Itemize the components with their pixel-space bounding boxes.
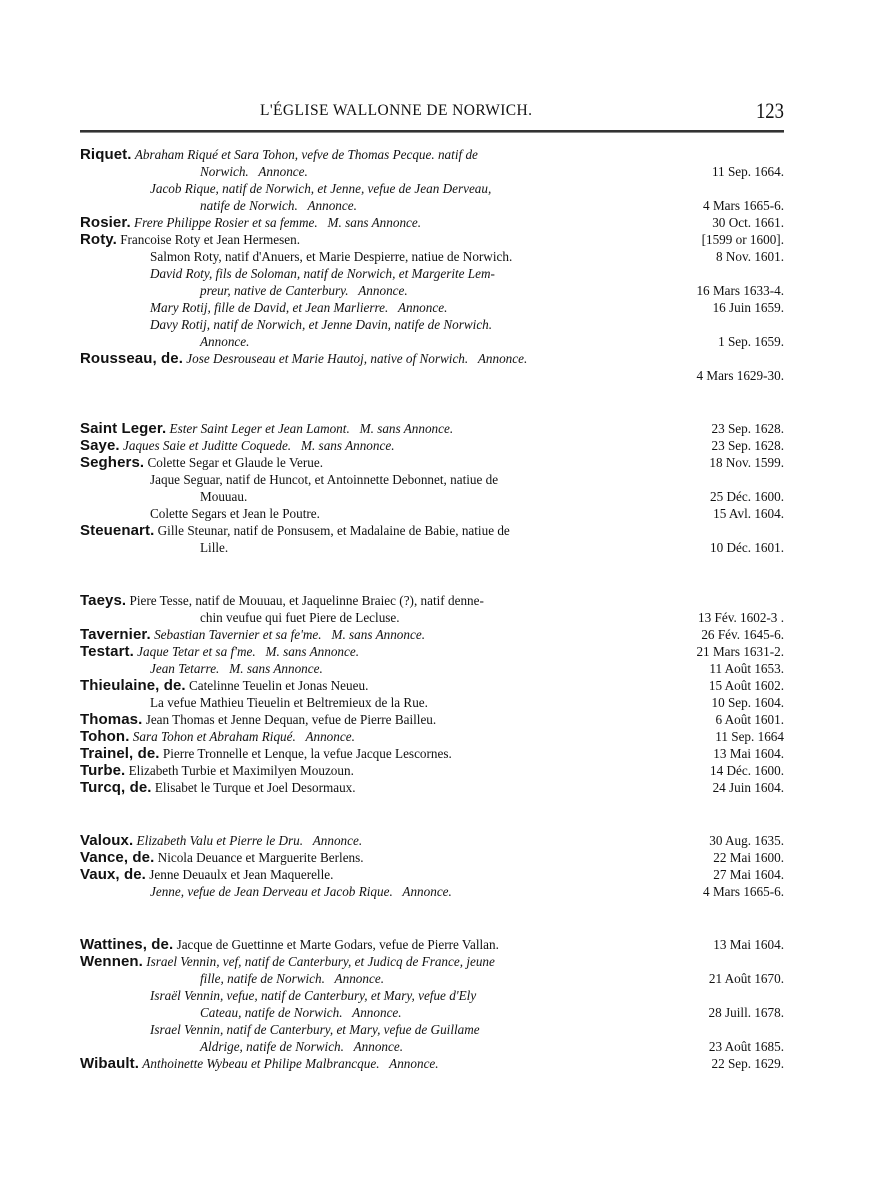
entry-date: 4 Mars 1665-6. — [703, 198, 784, 213]
entry-line — [80, 488, 784, 505]
entry-line — [80, 677, 784, 694]
surname-heading: Turbe. — [80, 762, 126, 779]
surname-heading: Tavernier. — [80, 626, 151, 643]
entry-date: 15 Août 1602. — [708, 678, 784, 693]
entry-line — [80, 987, 784, 1004]
entry-text: Sara Tohon et Abraham Riqué. Annonce. — [132, 729, 355, 744]
register-entry — [80, 592, 784, 626]
entry-date: 21 Août 1670. — [708, 971, 784, 986]
entry-line — [80, 454, 784, 471]
entry-date: 22 Mai 1600. — [713, 850, 784, 865]
entry-line — [80, 643, 784, 660]
entry-text: La vefue Mathieu Tieuelin et Beltremieux de la Rue. — [150, 695, 428, 710]
letter-group — [80, 146, 784, 384]
entry-text: Jacque de Guettinne et Marte Godars, vefue de Pierre Vallan. — [176, 937, 499, 952]
surname-heading: Turcq, de. — [80, 779, 152, 796]
entry-line — [80, 728, 784, 745]
surname-heading: Seghers. — [80, 454, 145, 471]
entry-date: 11 Août 1653. — [709, 661, 784, 676]
entry-date: 11 Sep. 1664 — [715, 729, 784, 744]
entry-text: Norwich. Annonce. — [200, 164, 308, 179]
letter-group — [80, 420, 784, 556]
entry-line — [80, 1004, 784, 1021]
register-entry — [80, 677, 784, 711]
surname-heading: Wennen. — [80, 953, 143, 970]
entry-text: Gille Steunar, natif de Ponsusem, et Madalaine de Babie, natiue de — [157, 523, 510, 538]
entry-text: Elizabeth Valu et Pierre le Dru. Annonce. — [136, 833, 363, 848]
surname-heading: Riquet. — [80, 146, 132, 163]
surname-heading: Vance, de. — [80, 849, 155, 866]
entry-line — [80, 660, 784, 677]
entry-line — [80, 779, 784, 796]
entry-line — [80, 522, 784, 539]
entry-date: 28 Juill. 1678. — [708, 1005, 784, 1020]
surname-heading: Vaux, de. — [80, 866, 146, 883]
entry-line — [80, 1038, 784, 1055]
entry-text: Cateau, natife de Norwich. Annonce. — [200, 1005, 402, 1020]
register-entry — [80, 1055, 784, 1072]
register-entry — [80, 711, 784, 728]
entry-date: 6 Août 1601. — [715, 712, 784, 727]
entry-date: 1 Sep. 1659. — [718, 334, 784, 349]
entry-text: Anthoinette Wybeau et Philipe Malbrancque. Annonce. — [142, 1056, 439, 1071]
entry-date: 13 Mai 1604. — [713, 746, 784, 761]
surname-heading: Testart. — [80, 643, 134, 660]
entry-line — [80, 420, 784, 437]
entry-line — [80, 832, 784, 849]
register-entries — [80, 146, 784, 1108]
entry-line — [80, 471, 784, 488]
entry-text: Jaque Seguar, natif de Huncot, et Antoinnette Debonnet, natiue de — [150, 472, 499, 487]
entry-text: Jenne Deuaulx et Jean Maquerelle. — [149, 867, 334, 882]
surname-heading: Thomas. — [80, 711, 143, 728]
entry-line — [80, 367, 784, 384]
entry-text: Ester Saint Leger et Jean Lamont. M. sans Annonce. — [169, 421, 454, 436]
entry-line — [80, 333, 784, 350]
surname-heading: Wibault. — [80, 1055, 139, 1072]
entry-text: Elizabeth Turbie et Maximilyen Mouzoun. — [128, 763, 354, 778]
entry-text: Pierre Tronnelle et Lenque, la vefue Jacque Lescornes. — [162, 746, 452, 761]
entry-line — [80, 197, 784, 214]
entry-line — [80, 592, 784, 609]
entry-text: preur, native de Canterbury. Annonce. — [200, 283, 408, 298]
surname-heading: Thieulaine, de. — [80, 677, 186, 694]
entry-text: Abraham Riqué et Sara Tohon, vefve de Thomas Pecque. natif de — [134, 147, 478, 162]
register-entry — [80, 643, 784, 677]
entry-date: 16 Mars 1633-4. — [696, 283, 784, 298]
page-header — [80, 98, 784, 130]
entry-date: 18 Nov. 1599. — [709, 455, 784, 470]
entry-date: 30 Aug. 1635. — [709, 833, 784, 848]
entry-text: fille, natife de Norwich. Annonce. — [200, 971, 384, 986]
register-entry — [80, 832, 784, 849]
entry-line — [80, 1055, 784, 1072]
register-entry — [80, 745, 784, 762]
entry-date: 11 Sep. 1664. — [711, 164, 784, 179]
register-entry — [80, 437, 784, 454]
entry-date: 4 Mars 1629-30. — [696, 368, 784, 383]
surname-heading: Wattines, de. — [80, 936, 174, 953]
entry-line — [80, 282, 784, 299]
entry-text: Davy Rotij, natif de Norwich, et Jenne Davin, natife de Norwich. — [150, 317, 493, 332]
entry-text: Jaques Saie et Juditte Coquede. M. sans Annonce. — [123, 438, 395, 453]
entry-date: 23 Août 1685. — [708, 1039, 784, 1054]
page-number: 123 — [755, 98, 784, 123]
surname-heading: Rousseau, de. — [80, 350, 183, 367]
entry-line — [80, 505, 784, 522]
entry-line — [80, 539, 784, 556]
entry-text: Sebastian Tavernier et sa fe'me. M. sans Annonce. — [154, 627, 425, 642]
entry-line — [80, 214, 784, 231]
entry-date: 26 Fév. 1645-6. — [701, 627, 784, 642]
entry-text: Annonce. — [200, 334, 250, 349]
entry-line — [80, 694, 784, 711]
register-entry — [80, 454, 784, 522]
entry-date: 24 Juin 1604. — [712, 780, 784, 795]
entry-text: Jenne, vefue de Jean Derveau et Jacob Rique. Annonce. — [150, 884, 452, 899]
entry-line — [80, 711, 784, 728]
entry-date: 21 Mars 1631-2. — [696, 644, 784, 659]
register-entry — [80, 522, 784, 556]
entry-date: 10 Sep. 1604. — [711, 695, 784, 710]
register-entry — [80, 214, 784, 231]
entry-text: Jean Tetarre. M. sans Annonce. — [150, 661, 323, 676]
entry-text: Israel Vennin, natif de Canterbury, et Mary, vefue de Guillame — [150, 1022, 480, 1037]
surname-heading: Saint Leger. — [80, 420, 167, 437]
entry-date: [1599 or 1600]. — [701, 232, 784, 247]
register-entry — [80, 350, 784, 384]
entry-text: Elisabet le Turque et Joel Desormaux. — [154, 780, 356, 795]
entry-text: Catelinne Teuelin et Jonas Neueu. — [188, 678, 369, 693]
entry-line — [80, 231, 784, 248]
entry-text: natife de Norwich. Annonce. — [200, 198, 357, 213]
entry-line — [80, 866, 784, 883]
entry-line — [80, 745, 784, 762]
surname-heading: Roty. — [80, 231, 117, 248]
entry-text: Jose Desrouseau et Marie Hautoj, native of Norwich. Annonce. — [186, 351, 528, 366]
entry-date: 22 Sep. 1629. — [711, 1056, 784, 1071]
entry-text: Lille. — [200, 540, 229, 555]
entry-line — [80, 626, 784, 643]
entry-date: 30 Oct. 1661. — [712, 215, 784, 230]
surname-heading: Tohon. — [80, 728, 130, 745]
register-entry — [80, 849, 784, 866]
register-entry — [80, 762, 784, 779]
register-entry — [80, 953, 784, 1055]
surname-heading: Trainel, de. — [80, 745, 160, 762]
running-title: L'ÉGLISE WALLONNE DE NORWICH. — [260, 102, 533, 119]
entry-line — [80, 163, 784, 180]
entry-text: Israël Vennin, vefue, natif de Canterbury, et Mary, vefue d'Ely — [150, 988, 477, 1003]
entry-line — [80, 316, 784, 333]
entry-date: 16 Juin 1659. — [712, 300, 784, 315]
entry-line — [80, 1021, 784, 1038]
entry-text: Jean Thomas et Jenne Dequan, vefue de Pierre Bailleu. — [145, 712, 437, 727]
entry-line — [80, 953, 784, 970]
entry-text: Frere Philippe Rosier et sa femme. M. sans Annonce. — [134, 215, 422, 230]
surname-heading: Rosier. — [80, 214, 131, 231]
register-entry — [80, 146, 784, 214]
surname-heading: Saye. — [80, 437, 120, 454]
entry-line — [80, 180, 784, 197]
entry-date: 25 Déc. 1600. — [710, 489, 784, 504]
entry-text: Mary Rotij, fille de David, et Jean Marlierre. Annonce. — [150, 300, 448, 315]
entry-date: 13 Mai 1604. — [713, 937, 784, 952]
register-entry — [80, 231, 784, 350]
entry-text: Jaque Tetar et sa f'me. M. sans Annonce. — [137, 644, 360, 659]
entry-line — [80, 609, 784, 626]
entry-line — [80, 849, 784, 866]
register-entry — [80, 728, 784, 745]
entry-line — [80, 936, 784, 953]
entry-line — [80, 299, 784, 316]
entry-date: 8 Nov. 1601. — [715, 249, 784, 264]
entry-date: 13 Fév. 1602-3 . — [698, 610, 784, 625]
entry-text: Piere Tesse, natif de Mouuau, et Jaquelinne Braiec (?), natif denne- — [129, 593, 484, 608]
entry-line — [80, 265, 784, 282]
entry-date: 10 Déc. 1601. — [710, 540, 784, 555]
register-entry — [80, 779, 784, 796]
register-entry — [80, 420, 784, 437]
entry-line — [80, 146, 784, 163]
entry-text: Aldrige, natife de Norwich. Annonce. — [200, 1039, 404, 1054]
entry-text: Colette Segars et Jean le Poutre. — [150, 506, 320, 521]
entry-date: 4 Mars 1665-6. — [703, 884, 784, 899]
entry-text: Israel Vennin, vef, natif de Canterbury, et Judicq de France, jeune — [146, 954, 495, 969]
entry-date: 15 Avl. 1604. — [713, 506, 784, 521]
entry-date: 27 Mai 1604. — [713, 867, 784, 882]
surname-heading: Steuenart. — [80, 522, 155, 539]
entry-text: Salmon Roty, natif d'Anuers, et Marie Despierre, natiue de Norwich. — [150, 249, 513, 264]
letter-group — [80, 936, 784, 1072]
entry-date: 23 Sep. 1628. — [711, 438, 784, 453]
entry-line — [80, 350, 784, 367]
register-entry — [80, 626, 784, 643]
surname-heading: Taeys. — [80, 592, 127, 609]
entry-line — [80, 248, 784, 265]
entry-line — [80, 762, 784, 779]
entry-text: Nicola Deuance et Marguerite Berlens. — [157, 850, 364, 865]
header-rule — [80, 130, 784, 133]
entry-text: Colette Segar et Glaude le Verue. — [147, 455, 323, 470]
entry-text: Mouuau. — [200, 489, 248, 504]
register-entry — [80, 866, 784, 900]
entry-line — [80, 437, 784, 454]
register-entry — [80, 936, 784, 953]
entry-line — [80, 970, 784, 987]
entry-text: David Roty, fils de Soloman, natif de Norwich, et Margerite Lem- — [150, 266, 495, 281]
entry-date: 23 Sep. 1628. — [711, 421, 784, 436]
entry-date: 14 Déc. 1600. — [710, 763, 784, 778]
letter-group — [80, 592, 784, 796]
surname-heading: Valoux. — [80, 832, 134, 849]
letter-group — [80, 832, 784, 900]
entry-line — [80, 883, 784, 900]
entry-text: Francoise Roty et Jean Hermesen. — [120, 232, 300, 247]
entry-text: Jacob Rique, natif de Norwich, et Jenne, vefue de Jean Derveau, — [150, 181, 492, 196]
entry-text: chin veufue qui fuet Piere de Lecluse. — [200, 610, 400, 625]
